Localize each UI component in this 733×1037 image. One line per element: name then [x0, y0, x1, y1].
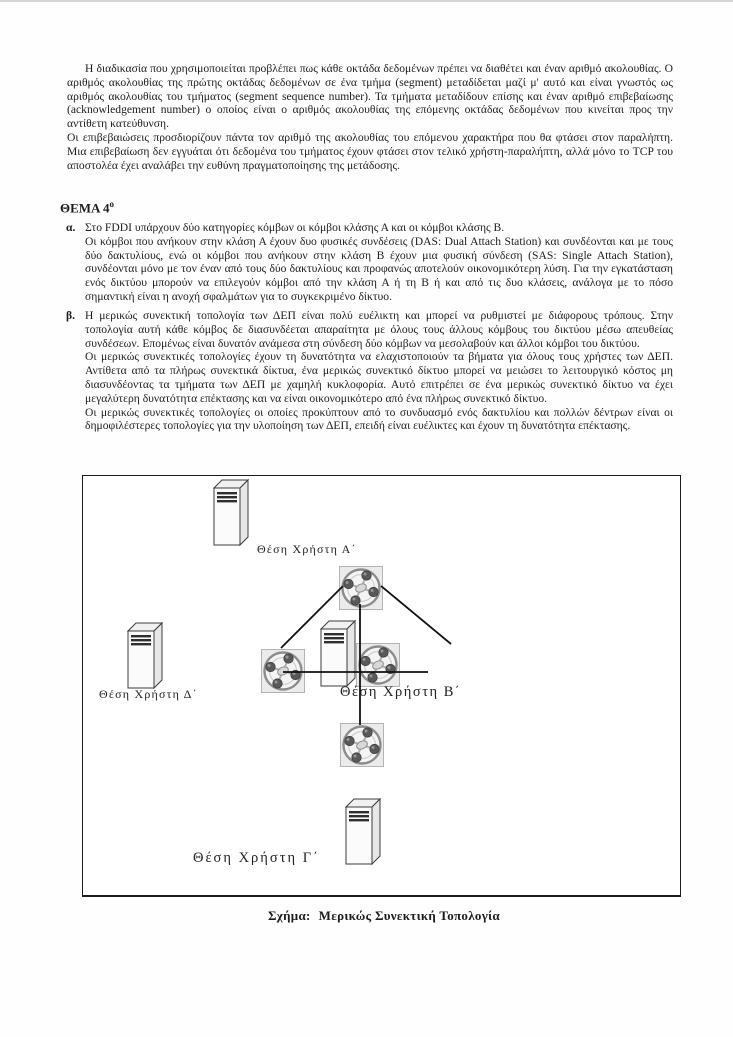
scan-artifact-line — [0, 0, 733, 2]
figure-caption-title: Μερικώς Συνεκτική Τοπολογία — [318, 908, 500, 923]
label-user-position-a: Θέση Χρήστη Α΄ — [257, 542, 357, 556]
list-item-beta-marker: β. — [66, 309, 76, 322]
label-user-position-g: Θέση Χρήστη Γ΄ — [193, 850, 320, 866]
label-user-position-b: Θέση Χρήστη Β΄ — [340, 684, 462, 700]
figure-caption — [268, 908, 500, 924]
tower-user-b — [321, 621, 355, 686]
section-heading-ordinal: ο — [109, 199, 114, 209]
intro-text-block — [67, 62, 673, 172]
beta-paragraph-3: Οι μερικώς συνεκτικές τοπολογίες οι οποίες προκύπτουν από το συνδυασμό ενός δακτυλίου και πολλών δέντρων είναι οι δημοφιλέστερες τοπολογίες για την υλοποίηση των ΔΕΠ, επειδή είναι ευέλικτες και έχουν τη δυνατότητα επέκτασης. — [85, 405, 673, 433]
section-heading-thema-4 — [60, 199, 114, 216]
list-item-beta — [66, 309, 673, 433]
list-item-alpha — [66, 221, 673, 304]
figure-caption-prefix: Σχήμα: — [268, 908, 311, 923]
alpha-paragraph-2: Οι κόμβοι που ανήκουν στην κλάση Α έχουν δυο φυσικές συνδέσεις (DAS: Dual Attach Station) και συνδέονται και με τους δύο δακτυλίους, ενώ οι κόμβοι που ανήκουν στην κλάση Β έχουν μια φυσική σύνδεση (SAS: Single Attach Station), συνδέονται μόνο με τον έναν από τους δύο δακτυλίους και προφανώς αποτελούν οικονομικότερη λύση. Για την εγκατάσταση ενός δικτύου μπορούν να επιλεγούν κόμβοι από την κλάση Α ή τη Β ή και από τις δυο κλάσεις, ανάλογα με το πόσο σημαντική είναι η ανοχή σφαλμάτων για το συγκεκριμένο δίκτυο. — [85, 234, 673, 303]
tower-user-a — [214, 480, 248, 545]
list-item-alpha-marker: α. — [66, 221, 76, 234]
hub-right — [357, 644, 400, 687]
list-item-alpha-text — [85, 221, 673, 304]
label-user-position-d: Θέση Χρήστη Δ΄ — [99, 687, 198, 701]
beta-paragraph-2: Οι μερικώς συνεκτικές τοπολογίες έχουν τη δυνατότητα να ελαχιστοποιούν τα βήματα για όλους τους χρήστες των ΔΕΠ. Αντίθετα από τα πλήρως συνεκτικά δίκτυα, ένα μερικώς συνεκτικό δίκτυο μπορεί να μειώσει το λειτουργικό κόστος μη διασυνδέοντας τα τμήματα των ΔΕΠ με χαμηλή κυκλοφορία. Αυτό επιτρέπει σε ένα μερικώς συνεκτικό δίκτυο να έχει μεγαλύτερη δυνατότητα επέκτασης και να είναι οικονομικότερο από ένα πλήρως συνεκτικό δίκτυο. — [85, 350, 673, 405]
list-item-beta-text — [85, 309, 673, 433]
paragraph-sequence-numbers: Η διαδικασία που χρησιμοποιείται προβλέπει πως κάθε οκτάδα δεδομένων πρέπει να διαθέτει και έναν αριθμό ακολουθίας. Ο αριθμός ακολουθίας της πρώτης οκτάδας δεδομένων σε ένα τμήμα (segment) μεταδίδεται μαζί μ' αυτό και είναι γνωστός ως αριθμός ακολουθίας του τμήματος (segment sequence number). Τα τμήματα μεταδίδουν επίσης και έναν αριθμό επιβεβαίωσης (acknowledgement number) ο οποίος είναι ο αριθμός ακολουθίας της επόμενης οκτάδας δεδομένων που κινείται προς την αντίθετη κατεύθυνση. — [67, 62, 673, 131]
hub-top — [340, 567, 383, 610]
paragraph-acknowledgements: Οι επιβεβαιώσεις προσδιορίζουν πάντα τον αριθμό της ακολουθίας του επόμενου χαρακτήρα που θα φτάσει στον παραλήπτη. Μια επιβεβαίωση δεν εγγυάται ότι δεδομένα του τμήματος έχουν φτάσει στον τελικό χρήστη-παραλήπτη, αλλά μόνο το TCP του αποστολέα έχει αναλάβει την ευθύνη πραγματοποίησης της μετάδοσης. — [67, 130, 673, 172]
tower-user-d — [128, 623, 162, 688]
alpha-paragraph-1: Στο FDDI υπάρχουν δύο κατηγορίες κόμβων οι κόμβοι κλάσης Α και οι κόμβοι κλάσης Β. — [85, 221, 505, 234]
beta-paragraph-1: Η μερικώς συνεκτική τοπολογία των ΔΕΠ είναι πολύ ευέλικτη και μπορεί να ρυθμιστεί με διάφορους τρόπους. Στην τοπολογία αυτή κάθε κόμβος δε διασυνδέεται απαραίτητα με όλους τους άλλους κόμβους του δικτύου μέσω απευθείας συνδέσεων. Επομένως είναι δυνατόν ανάμεσα στη σύνδεση δύο κόμβων να μεσολαβούν και άλλοι κόμβοι του δικτύου. — [85, 309, 673, 350]
link-top-to-right — [381, 586, 451, 644]
tower-user-g — [346, 799, 380, 864]
section-heading-text: ΘΕΜΑ 4 — [60, 200, 110, 216]
hub-bottom — [341, 724, 384, 767]
hub-left — [262, 650, 305, 693]
